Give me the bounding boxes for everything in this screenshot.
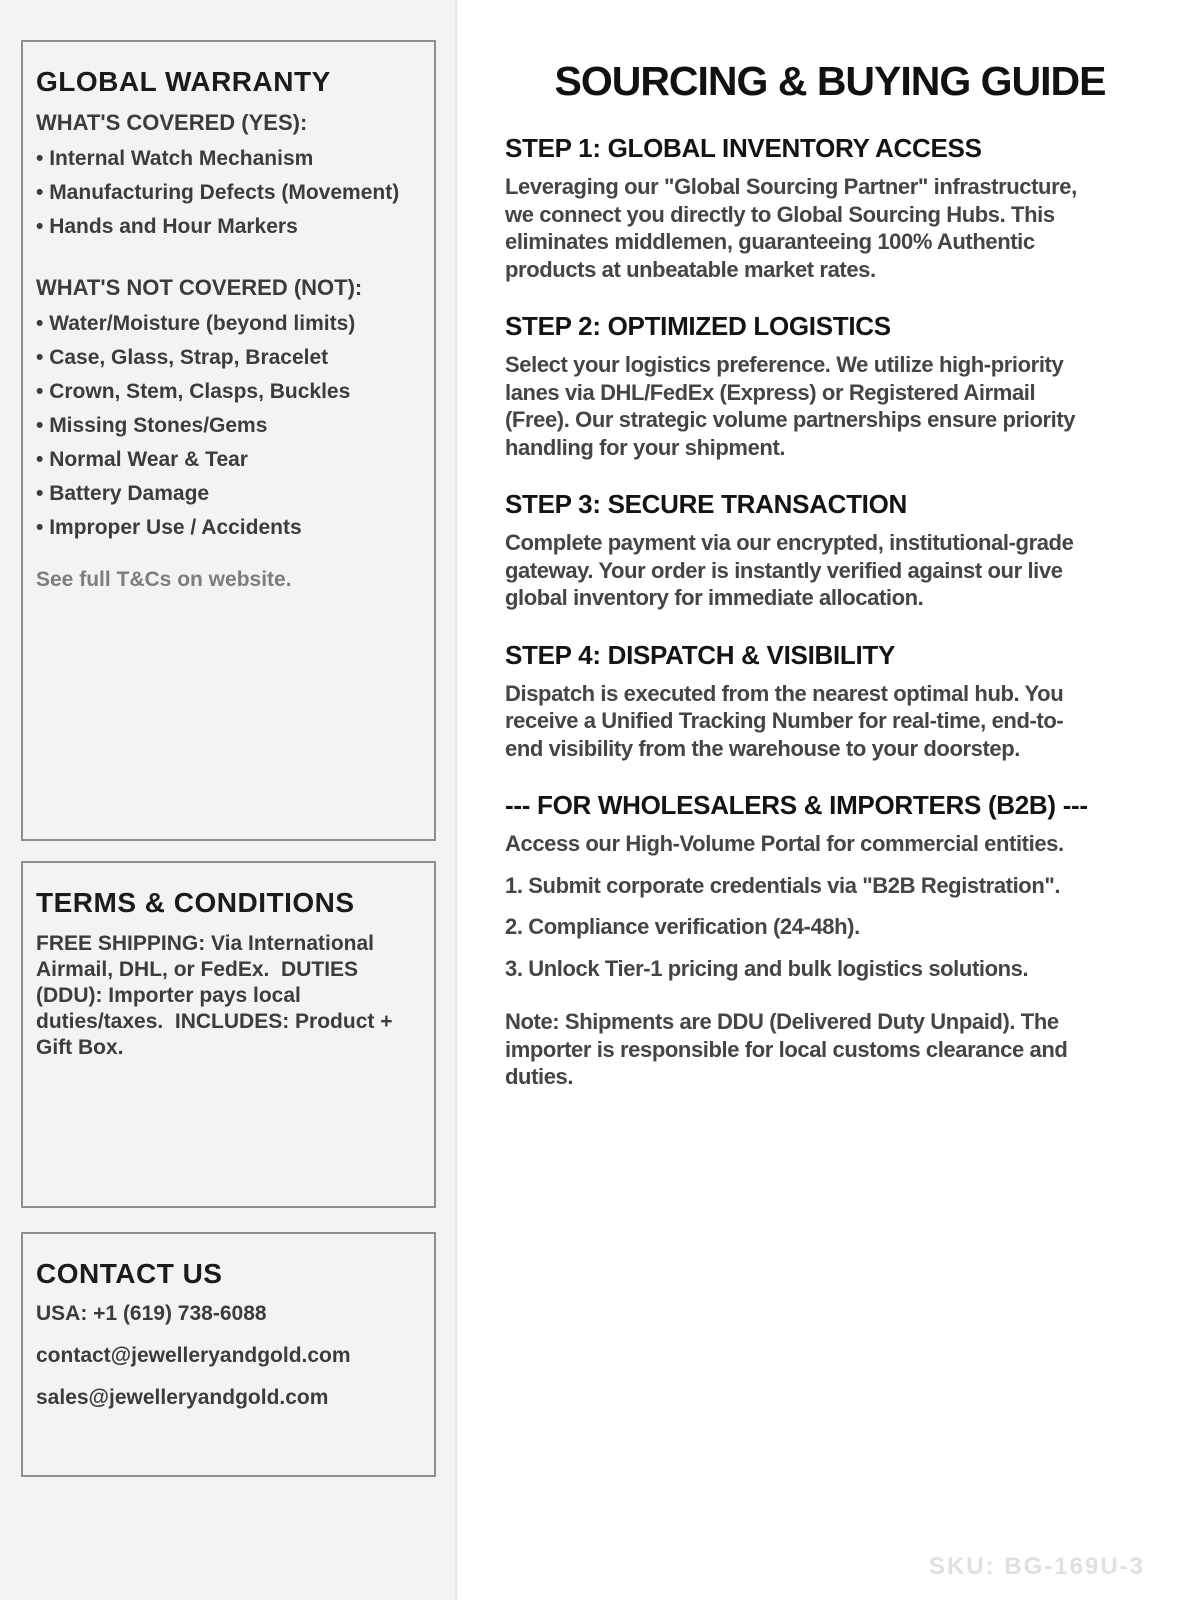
warranty-not-covered-item: • Missing Stones/Gems — [36, 415, 420, 436]
terms-panel — [21, 861, 436, 1208]
warranty-footnote: See full T&Cs on website. — [36, 568, 292, 591]
warranty-not-covered-item: • Battery Damage — [36, 483, 420, 504]
b2b-item-1: 1. Submit corporate credentials via "B2B Registration". — [505, 872, 1061, 898]
sku-label: SKU: BG-169U-3 — [928, 1553, 1145, 1580]
sidebar — [0, 0, 457, 1600]
b2b-intro: Access our High-Volume Portal for commercial entities. — [505, 831, 1064, 856]
terms-title: TERMS & CONDITIONS — [36, 887, 355, 918]
warranty-not-covered-item: • Case, Glass, Strap, Bracelet — [36, 347, 420, 368]
terms-body: FREE SHIPPING: Via International Airmail, DHL, or FedEx. DUTIES (DDU): Importer pays local duties/taxes. INCLUDES: Product + Gift Box. — [36, 932, 399, 1059]
b2b-heading: --- FOR WHOLESALERS & IMPORTERS (B2B) --- — [505, 790, 1088, 820]
main-content — [459, 0, 1200, 1600]
warranty-panel — [21, 40, 436, 841]
contact-phone: USA: +1 (619) 738-6088 — [36, 1302, 267, 1325]
step-1-heading: STEP 1: GLOBAL INVENTORY ACCESS — [505, 133, 982, 163]
warranty-not-covered-item: • Water/Moisture (beyond limits) — [36, 313, 420, 334]
step-4-body: Dispatch is executed from the nearest optimal hub. You receive a Unified Tracking Number for real-time, end-to-end visibility from the warehouse to your doorstep. — [505, 680, 1064, 761]
step-4-heading: STEP 4: DISPATCH & VISIBILITY — [505, 639, 896, 670]
contact-email: contact@jewelleryandgold.com — [36, 1344, 351, 1367]
step-4-section — [505, 640, 1155, 763]
warranty-not-covered-item: • Improper Use / Accidents — [36, 517, 420, 538]
warranty-not-covered-item: • Normal Wear & Tear — [36, 449, 420, 470]
b2b-item-2: 2. Compliance verification (24-48h). — [505, 914, 860, 939]
step-3-body: Complete payment via our encrypted, institutional-grade gateway. Your order is instantly verified against our live global inventory for immediate allocation. — [505, 530, 1074, 610]
sales-email: sales@jewelleryandgold.com — [36, 1386, 329, 1409]
warranty-not-covered-title: WHAT'S NOT COVERED (NOT): — [36, 275, 363, 300]
step-1-section — [505, 133, 1155, 283]
step-2-body: Select your logistics preference. We utilize high-priority lanes via DHL/FedEx (Express) or Registered Airmail (Free). Our strategic volume partnerships ensure priority handling for your shipment. — [505, 352, 1076, 460]
step-3-section — [505, 489, 1155, 612]
step-3-heading: STEP 3: SECURE TRANSACTION — [505, 489, 907, 519]
b2b-item-3: 3. Unlock Tier-1 pricing and bulk logistics solutions. — [505, 955, 1029, 981]
warranty-title: GLOBAL WARRANTY — [36, 66, 331, 97]
b2b-note: Note: Shipments are DDU (Delivered Duty Unpaid). The importer is responsible for local customs clearance and duties. — [505, 1009, 1068, 1089]
warranty-covered-title: WHAT'S COVERED (YES): — [36, 110, 308, 135]
b2b-section — [505, 790, 1155, 1091]
contact-title: CONTACT US — [36, 1258, 223, 1289]
step-2-heading: STEP 2: OPTIMIZED LOGISTICS — [505, 311, 891, 341]
warranty-covered-item: • Manufacturing Defects (Movement) — [36, 182, 420, 203]
warranty-covered-item: • Hands and Hour Markers — [36, 216, 420, 237]
step-2-section — [505, 311, 1155, 461]
contact-panel — [21, 1232, 436, 1477]
step-1-body: Leveraging our "Global Sourcing Partner" infrastructure, we connect you directly to Global Sourcing Hubs. This eliminates middlemen, guaranteeing 100% Authentic products at unbeatable market rates. — [505, 174, 1077, 282]
warranty-not-covered-item: • Crown, Stem, Clasps, Buckles — [36, 381, 420, 402]
warranty-covered-item: • Internal Watch Mechanism — [36, 148, 420, 169]
page-title: SOURCING & BUYING GUIDE — [554, 58, 1106, 104]
